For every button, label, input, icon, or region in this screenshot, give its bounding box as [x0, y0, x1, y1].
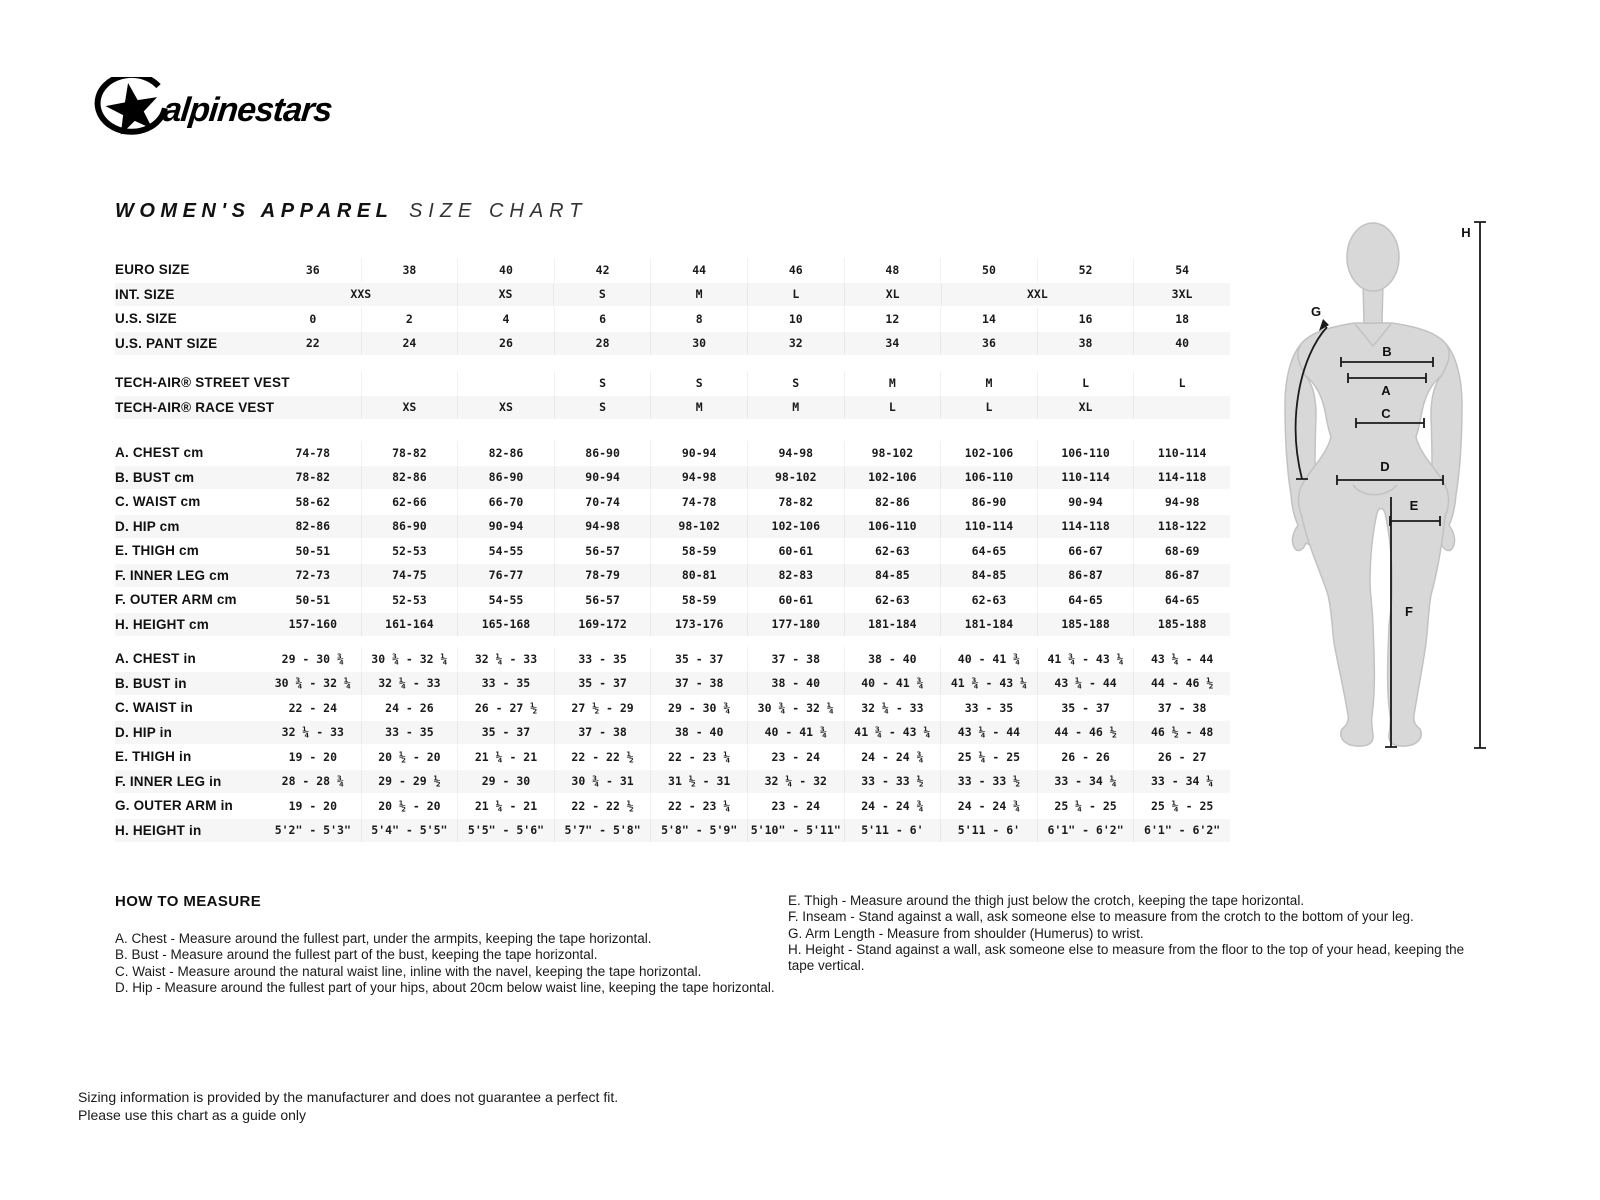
- table-cell: 98-102: [844, 441, 941, 465]
- table-cell: XXL: [941, 283, 1134, 307]
- inch-measurements-section: [115, 647, 1230, 842]
- table-cell: 26 - 26: [1037, 745, 1134, 769]
- table-cell: 82-86: [295, 519, 331, 534]
- table-cell: 44 - 46 ½: [1037, 721, 1134, 745]
- table-cell: 185-188: [1133, 613, 1230, 637]
- table-cell: 33 - 35: [361, 721, 458, 745]
- table-cell: 78-82: [747, 490, 844, 514]
- table-cell: 24: [361, 332, 458, 356]
- table-cell: 34: [844, 332, 941, 356]
- table-cell: 54-55: [457, 588, 554, 612]
- table-cell: 46: [747, 258, 844, 282]
- table-cell: 29 - 29 ½: [361, 770, 458, 794]
- table-cell: M: [747, 396, 844, 420]
- table-cell: 33 - 33 ½: [940, 770, 1037, 794]
- table-cell: 30 ¾ - 32 ¼: [361, 647, 458, 671]
- row-label: C. WAIST cm: [115, 494, 201, 510]
- table-row-us-size: [115, 307, 1230, 331]
- table-cell: 86-90: [940, 490, 1037, 514]
- table-row-measurement-cm: [115, 539, 1230, 563]
- table-cell: 78-82: [295, 470, 331, 485]
- table-cell: 12: [844, 307, 941, 331]
- table-cell: 32: [747, 332, 844, 356]
- table-cell: 4: [457, 307, 554, 331]
- table-cell: 90-94: [650, 441, 747, 465]
- table-cell: 5'7" - 5'8": [554, 819, 651, 843]
- table-cell: 37 - 38: [554, 721, 651, 745]
- table-cell: 181-184: [844, 613, 941, 637]
- table-cell: 165-168: [457, 613, 554, 637]
- table-cell: 26 - 27: [1133, 745, 1230, 769]
- table-cell: 41 ¾ - 43 ¼: [940, 672, 1037, 696]
- figure-label-b: B: [1382, 344, 1392, 359]
- figure-label-g: G: [1310, 304, 1322, 319]
- table-cell: 66-70: [457, 490, 554, 514]
- table-row-int-size: [115, 283, 1230, 307]
- table-cell: 38: [1037, 332, 1134, 356]
- table-cell: 37 - 38: [747, 647, 844, 671]
- table-cell: 46 ½ - 48: [1133, 721, 1230, 745]
- table-cell: 22 - 23 ¼: [650, 745, 747, 769]
- table-cell: 8: [650, 307, 747, 331]
- table-cell: 90-94: [554, 466, 651, 490]
- table-row-measurement-cm: [115, 613, 1230, 637]
- table-cell: 62-66: [361, 490, 458, 514]
- table-cell: 86-87: [1133, 564, 1230, 588]
- table-cell: 54: [1133, 258, 1230, 282]
- table-cell: 32 ¼ - 33: [281, 725, 344, 740]
- table-row-measurement-cm: [115, 588, 1230, 612]
- row-label: C. WAIST in: [115, 700, 193, 716]
- measure-instruction-chest: A. Chest - Measure around the fullest part, under the armpits, keeping the tape horizontal.: [115, 931, 652, 946]
- table-cell: 118-122: [1133, 515, 1230, 539]
- table-cell: 14: [940, 307, 1037, 331]
- table-cell: 161-164: [361, 613, 458, 637]
- table-row-measurement-in: [115, 647, 1230, 671]
- table-cell: 110-114: [1037, 466, 1134, 490]
- row-label: TECH-AIR® STREET VEST: [115, 375, 290, 391]
- row-label: A. CHEST in: [115, 651, 196, 667]
- table-cell: 18: [1133, 307, 1230, 331]
- measure-instruction-waist: C. Waist - Measure around the natural waist line, inline with the navel, keeping the tape horizontal.: [115, 963, 702, 979]
- row-label: INT. SIZE: [115, 286, 175, 302]
- mannequin-silhouette: [1285, 223, 1462, 746]
- table-cell: 5'11 - 6': [844, 819, 941, 843]
- table-cell: S: [650, 371, 747, 395]
- figure-label-a: A: [1381, 383, 1391, 398]
- table-cell: 32 ¼ - 32: [747, 770, 844, 794]
- table-cell: L: [1133, 371, 1230, 395]
- figure-label-e: E: [1409, 498, 1419, 513]
- table-cell: 3XL: [1133, 283, 1230, 307]
- table-cell: 86-87: [1037, 564, 1134, 588]
- table-cell: 80-81: [650, 564, 747, 588]
- how-to-measure-left: [115, 893, 780, 996]
- table-cell: 22 - 24: [288, 700, 338, 715]
- table-cell: M: [650, 396, 747, 420]
- table-cell: L: [844, 396, 941, 420]
- table-cell: 181-184: [940, 613, 1037, 637]
- table-cell: 33 - 35: [940, 696, 1037, 720]
- table-cell: 33 - 35: [457, 672, 554, 696]
- table-cell: 20 ½ - 20: [361, 794, 458, 818]
- table-cell: 38 - 40: [747, 672, 844, 696]
- table-cell: 2: [361, 307, 458, 331]
- table-cell: XS: [361, 396, 458, 420]
- table-row-measurement-cm: [115, 564, 1230, 588]
- table-cell: M: [940, 371, 1037, 395]
- table-row-measurement-cm: [115, 466, 1230, 490]
- table-cell: 22 - 22 ½: [554, 745, 651, 769]
- table-cell: 28 - 28 ¾: [281, 774, 344, 789]
- table-cell: 41 ¾ - 43 ¼: [1037, 647, 1134, 671]
- table-cell: 37 - 38: [650, 672, 747, 696]
- how-to-measure-heading: HOW TO MEASURE: [115, 893, 262, 910]
- row-label: B. BUST cm: [115, 469, 195, 485]
- table-cell: 86-90: [361, 515, 458, 539]
- table-cell: 110-114: [1133, 441, 1230, 465]
- table-cell: 25 ¼ - 25: [1037, 794, 1134, 818]
- table-row-us-pant-size: [115, 332, 1230, 356]
- table-cell: 52: [1037, 258, 1134, 282]
- measure-instruction-thigh: E. Thigh - Measure around the thigh just below the crotch, keeping the tape horizontal.: [788, 893, 1305, 908]
- table-row-measurement-cm: [115, 515, 1230, 539]
- table-cell: 58-59: [650, 588, 747, 612]
- body-measurement-figure: [1270, 195, 1590, 765]
- table-cell: 86-90: [554, 441, 651, 465]
- row-label: A. CHEST cm: [115, 445, 204, 461]
- table-cell: 94-98: [554, 515, 651, 539]
- table-cell: L: [1037, 371, 1134, 395]
- table-cell: 102-106: [844, 466, 941, 490]
- table-cell: 98-102: [650, 515, 747, 539]
- table-cell: S: [747, 371, 844, 395]
- table-cell: 102-106: [747, 515, 844, 539]
- table-cell: 30 ¾ - 31: [554, 770, 651, 794]
- table-cell: 98-102: [747, 466, 844, 490]
- row-label: H. HEIGHT cm: [115, 616, 209, 632]
- table-cell: 22: [305, 336, 320, 351]
- table-cell: 74-78: [650, 490, 747, 514]
- table-cell: M: [650, 283, 747, 307]
- table-cell: 90-94: [1037, 490, 1134, 514]
- table-cell: 185-188: [1037, 613, 1134, 637]
- measure-instruction-hip: D. Hip - Measure around the fullest part of your hips, about 20cm below waist line, keeping the tape horizontal.: [115, 979, 775, 995]
- table-cell: 5'4" - 5'5": [361, 819, 458, 843]
- row-label: F. INNER LEG in: [115, 773, 222, 789]
- measure-instruction-height: H. Height - Stand against a wall, ask someone else to measure from the floor to the top of your head, keeping the tape vertical.: [788, 941, 1465, 974]
- table-cell: 169-172: [554, 613, 651, 637]
- row-label: F. INNER LEG cm: [115, 567, 230, 583]
- table-cell: 56-57: [554, 588, 651, 612]
- page-title: [115, 200, 587, 223]
- table-cell: 33 - 35: [554, 647, 651, 671]
- table-cell: 35 - 37: [457, 721, 554, 745]
- row-label: TECH-AIR® RACE VEST: [115, 399, 275, 415]
- figure-label-h: H: [1461, 225, 1471, 240]
- table-cell: 82-83: [747, 564, 844, 588]
- table-cell: 29 - 30: [457, 770, 554, 794]
- row-label: D. HIP cm: [115, 518, 180, 534]
- table-cell: 32 ¼ - 33: [361, 672, 458, 696]
- table-cell: [265, 396, 361, 420]
- figure-label-d: D: [1380, 459, 1390, 474]
- table-row-measurement-in: [115, 770, 1230, 794]
- table-cell: 19 - 20: [288, 749, 338, 764]
- table-cell: 82-86: [457, 441, 554, 465]
- table-cell: 177-180: [747, 613, 844, 637]
- table-cell: 56-57: [554, 539, 651, 563]
- row-label: F. OUTER ARM cm: [115, 592, 237, 608]
- table-row-measurement-in: [115, 819, 1230, 843]
- table-cell: [265, 371, 361, 395]
- table-cell: 106-110: [1037, 441, 1134, 465]
- table-cell: 16: [1037, 307, 1134, 331]
- table-cell: [361, 371, 458, 395]
- table-cell: 58-59: [650, 539, 747, 563]
- disclaimer: [78, 1088, 618, 1124]
- table-cell: 52-53: [361, 539, 458, 563]
- table-cell: 48: [844, 258, 941, 282]
- table-cell: 40 - 41 ¾: [844, 672, 941, 696]
- figure-label-f: F: [1405, 604, 1413, 619]
- table-cell: 24 - 24 ¾: [940, 794, 1037, 818]
- table-cell: 33 - 34 ¼: [1133, 770, 1230, 794]
- table-cell: 38: [361, 258, 458, 282]
- table-cell: 66-67: [1037, 539, 1134, 563]
- table-cell: 5'10" - 5'11": [747, 819, 844, 843]
- row-label: EURO SIZE: [115, 262, 190, 278]
- table-cell: 33 - 34 ¼: [1037, 770, 1134, 794]
- table-cell: 60-61: [747, 539, 844, 563]
- table-cell: 110-114: [940, 515, 1037, 539]
- table-cell: 6'1" - 6'2": [1037, 819, 1134, 843]
- row-label: B. BUST in: [115, 675, 187, 691]
- table-cell: 25 ¼ - 25: [940, 745, 1037, 769]
- table-cell: 50-51: [295, 592, 331, 607]
- table-cell: 50: [940, 258, 1037, 282]
- table-cell: 64-65: [940, 539, 1037, 563]
- table-cell: 74-75: [361, 564, 458, 588]
- table-cell: 114-118: [1037, 515, 1134, 539]
- table-cell: 29 - 30 ¾: [650, 696, 747, 720]
- table-cell: 94-98: [650, 466, 747, 490]
- table-cell: 10: [747, 307, 844, 331]
- table-cell: 70-74: [554, 490, 651, 514]
- table-cell: 23 - 24: [747, 745, 844, 769]
- height-line-h: [1474, 222, 1486, 748]
- table-cell: 44 - 46 ½: [1133, 672, 1230, 696]
- table-cell: 22 - 22 ½: [554, 794, 651, 818]
- table-cell: 102-106: [940, 441, 1037, 465]
- table-cell: 5'11 - 6': [940, 819, 1037, 843]
- table-cell: [1133, 396, 1230, 420]
- how-to-measure-right: [788, 893, 1488, 974]
- cm-measurements-section: [115, 441, 1230, 636]
- table-cell: 62-63: [844, 588, 941, 612]
- title-sub: SIZE CHART: [408, 200, 588, 222]
- table-cell: 31 ½ - 31: [650, 770, 747, 794]
- table-cell: 5'8" - 5'9": [650, 819, 747, 843]
- table-cell: 76-77: [457, 564, 554, 588]
- row-label: D. HIP in: [115, 724, 173, 740]
- table-cell: 50-51: [295, 543, 331, 558]
- table-cell: 38 - 40: [650, 721, 747, 745]
- table-cell: 26 - 27 ½: [457, 696, 554, 720]
- alpinestars-logo: [85, 78, 332, 142]
- measure-instruction-arm-length: G. Arm Length - Measure from shoulder (Humerus) to wrist.: [788, 925, 1144, 941]
- table-cell: 28: [554, 332, 651, 356]
- table-cell: L: [940, 396, 1037, 420]
- table-cell: 30: [650, 332, 747, 356]
- table-cell: 36: [940, 332, 1037, 356]
- table-cell: 19 - 20: [288, 798, 338, 813]
- measure-instruction-bust: B. Bust - Measure around the fullest part of the bust, keeping the tape horizontal.: [115, 947, 598, 963]
- table-cell: 106-110: [844, 515, 941, 539]
- table-cell: 22 - 23 ¼: [650, 794, 747, 818]
- table-cell: S: [553, 283, 650, 307]
- table-cell: 86-90: [457, 466, 554, 490]
- table-cell: 84-85: [844, 564, 941, 588]
- measure-instruction-inseam: F. Inseam - Stand against a wall, ask someone else to measure from the crotch to the bottom of your leg.: [788, 909, 1414, 925]
- row-label: H. HEIGHT in: [115, 822, 202, 838]
- table-row-measurement-in: [115, 794, 1230, 818]
- table-cell: 20 ½ - 20: [361, 745, 458, 769]
- table-cell: 35 - 37: [650, 647, 747, 671]
- table-cell: 173-176: [650, 613, 747, 637]
- table-cell: 21 ¼ - 21: [457, 745, 554, 769]
- table-cell: M: [844, 371, 941, 395]
- row-label: E. THIGH in: [115, 749, 192, 765]
- table-cell: XXS: [350, 287, 372, 302]
- table-cell: 40: [457, 258, 554, 282]
- table-cell: 64-65: [1133, 588, 1230, 612]
- table-cell: XS: [457, 396, 554, 420]
- table-cell: 64-65: [1037, 588, 1134, 612]
- table-cell: 33 - 33 ½: [844, 770, 941, 794]
- figure-label-c: C: [1381, 406, 1391, 421]
- table-cell: 68-69: [1133, 539, 1230, 563]
- table-cell: 32 ¼ - 33: [457, 647, 554, 671]
- table-cell: 24 - 24 ¾: [844, 745, 941, 769]
- table-cell: 78-79: [554, 564, 651, 588]
- row-label: G. OUTER ARM in: [115, 798, 233, 814]
- table-cell: 24 - 26: [361, 696, 458, 720]
- table-cell: 62-63: [940, 588, 1037, 612]
- table-cell: 43 ¼ - 44: [1037, 672, 1134, 696]
- table-cell: 37 - 38: [1133, 696, 1230, 720]
- table-cell: XL: [1037, 396, 1134, 420]
- table-cell: 40: [1133, 332, 1230, 356]
- table-cell: L: [747, 283, 844, 307]
- size-header-section: [115, 258, 1230, 355]
- disclaimer-line-2: Please use this chart as a guide only: [78, 1107, 307, 1123]
- table-cell: 52-53: [361, 588, 458, 612]
- tech-air-section: [115, 371, 1230, 419]
- table-cell: 54-55: [457, 539, 554, 563]
- table-cell: 30 ¾ - 32 ¼: [747, 696, 844, 720]
- table-cell: 157-160: [288, 617, 338, 632]
- table-row-measurement-cm: [115, 490, 1230, 514]
- table-cell: 21 ¼ - 21: [457, 794, 554, 818]
- table-cell: 82-86: [844, 490, 941, 514]
- size-table: [115, 258, 1230, 842]
- table-cell: 30 ¾ - 32 ¼: [274, 676, 351, 691]
- table-cell: 23 - 24: [747, 794, 844, 818]
- row-label: U.S. SIZE: [115, 311, 177, 327]
- table-cell: 0: [309, 311, 317, 326]
- table-row-measurement-in: [115, 672, 1230, 696]
- table-cell: 114-118: [1133, 466, 1230, 490]
- table-cell: [457, 371, 554, 395]
- table-row-tech-air: [115, 371, 1230, 395]
- table-cell: 26: [457, 332, 554, 356]
- table-cell: 40 - 41 ¾: [940, 647, 1037, 671]
- table-cell: 6: [554, 307, 651, 331]
- table-row-measurement-in: [115, 721, 1230, 745]
- table-cell: XL: [844, 283, 941, 307]
- table-cell: 62-63: [844, 539, 941, 563]
- table-cell: 41 ¾ - 43 ¼: [844, 721, 941, 745]
- table-cell: 60-61: [747, 588, 844, 612]
- logo-wordmark: alpinestars: [161, 90, 334, 129]
- title-main: WOMEN'S APPAREL: [115, 200, 394, 222]
- table-cell: 27 ½ - 29: [554, 696, 651, 720]
- table-cell: 58-62: [295, 494, 331, 509]
- table-cell: 42: [554, 258, 651, 282]
- table-row-measurement-cm: [115, 441, 1230, 465]
- table-cell: 90-94: [457, 515, 554, 539]
- table-cell: 74-78: [295, 445, 331, 460]
- table-cell: 40 - 41 ¾: [747, 721, 844, 745]
- table-cell: 43 ¼ - 44: [1133, 647, 1230, 671]
- table-cell: 94-98: [1133, 490, 1230, 514]
- table-cell: 38 - 40: [844, 647, 941, 671]
- table-cell: S: [554, 371, 651, 395]
- table-cell: 35 - 37: [554, 672, 651, 696]
- table-cell: 82-86: [361, 466, 458, 490]
- table-cell: 29 - 30 ¾: [281, 651, 344, 666]
- table-cell: 78-82: [361, 441, 458, 465]
- table-cell: 35 - 37: [1037, 696, 1134, 720]
- disclaimer-line-1: Sizing information is provided by the manufacturer and does not guarantee a perfect fit.: [78, 1089, 619, 1105]
- row-label: U.S. PANT SIZE: [115, 335, 218, 351]
- table-row-measurement-in: [115, 745, 1230, 769]
- table-cell: 25 ¼ - 25: [1133, 794, 1230, 818]
- table-row-measurement-in: [115, 696, 1230, 720]
- table-cell: 24 - 24 ¾: [844, 794, 941, 818]
- table-cell: XS: [457, 283, 554, 307]
- table-cell: 36: [305, 262, 320, 277]
- table-cell: 72-73: [295, 568, 331, 583]
- table-cell: S: [554, 396, 651, 420]
- table-cell: 44: [650, 258, 747, 282]
- table-cell: 32 ¼ - 33: [844, 696, 941, 720]
- table-cell: 6'1" - 6'2": [1133, 819, 1230, 843]
- table-cell: 84-85: [940, 564, 1037, 588]
- table-cell: 94-98: [747, 441, 844, 465]
- table-row-tech-air: [115, 396, 1230, 420]
- table-cell: 43 ¼ - 44: [940, 721, 1037, 745]
- table-cell: 106-110: [940, 466, 1037, 490]
- table-row-euro-size: [115, 258, 1230, 282]
- table-cell: 5'2" - 5'3": [274, 823, 351, 838]
- row-label: E. THIGH cm: [115, 543, 199, 559]
- table-cell: 5'5" - 5'6": [457, 819, 554, 843]
